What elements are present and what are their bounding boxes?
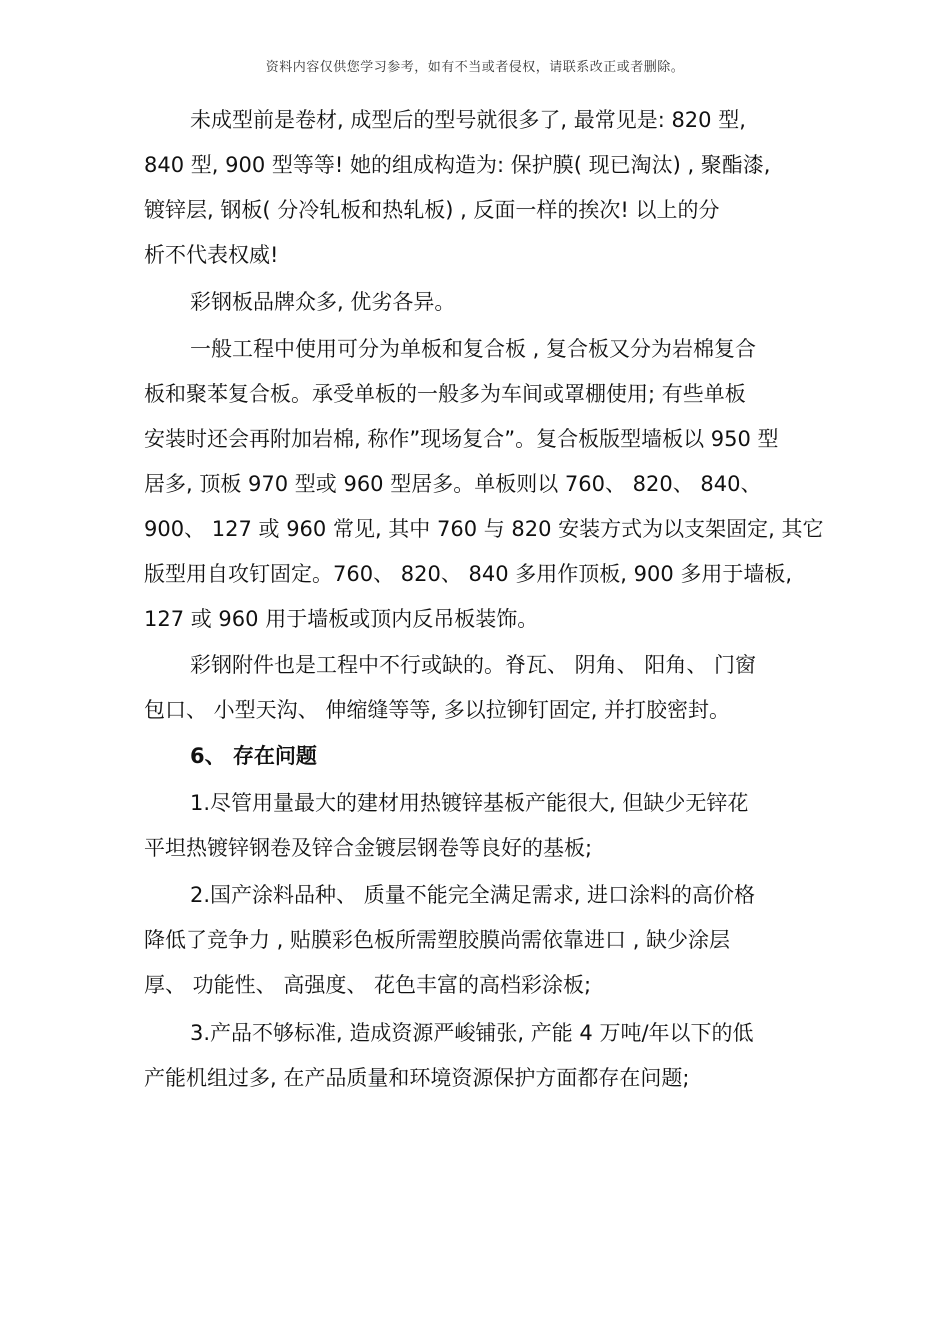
paragraph-4-line-1: 彩钢附件也是工程中不行或缺的。脊瓦、 阴角、 阳角、 门窗 [190,653,757,677]
issue-2-line-3: 厚、 功能性、 高强度、 花色丰富的高档彩涂板; [144,973,592,997]
issue-1-line-1: 1.尽管用量最大的建材用热镀锌基板产能很大, 但缺少无锌花 [190,791,749,815]
paragraph-3-line-5: 900、 127 或 960 常见, 其中 760 与 820 安装方式为以支架固定, 其它 [144,517,824,541]
paragraph-3-line-1: 一般工程中使用可分为单板和复合板 , 复合板又分为岩棉复合 [190,337,757,361]
copyright-notice: 资料内容仅供您学习参考，如有不当或者侵权，请联系改正或者删除。 [265,60,685,75]
paragraph-1-line-1: 未成型前是卷材, 成型后的型号就很多了, 最常见是: 820 型, [190,108,746,132]
paragraph-3-line-4: 居多, 顶板 970 型或 960 型居多。单板则以 760、 820、 840、 [144,472,762,496]
issue-3-line-2: 产能机组过多, 在产品质量和环境资源保护方面都存在问题; [144,1066,690,1090]
paragraph-3-line-7: 127 或 960 用于墙板或顶内反吊板装饰。 [144,607,539,631]
paragraph-3-line-6: 版型用自攻钉固定。760、 820、 840 多用作顶板, 900 多用于墙板, [144,562,793,586]
paragraph-1-line-3: 镀锌层, 钢板( 分冷轧板和热轧板) , 反面一样的挨次! 以上的分 [144,198,720,222]
issue-3-line-1: 3.产品不够标准, 造成资源严峻铺张, 产能 4 万吨/年以下的低 [190,1021,754,1045]
section-heading: 6、 存在问题 [190,744,317,768]
paragraph-4-line-2: 包口、 小型天沟、 伸缩缝等等, 多以拉铆钉固定, 并打胶密封。 [144,698,731,722]
paragraph-1-line-4: 析不代表权威! [144,243,279,267]
issue-2-line-2: 降低了竞争力 , 贴膜彩色板所需塑胶膜尚需依靠进口 , 缺少涂层 [144,928,731,952]
issue-2-line-1: 2.国产涂料品种、 质量不能完全满足需求, 进口涂料的高价格 [190,883,756,907]
paragraph-3-line-3: 安装时还会再附加岩棉, 称作”现场复合”。复合板版型墙板以 950 型 [144,427,779,451]
paragraph-2-line-1: 彩钢板品牌众多, 优劣各异。 [190,290,456,314]
issue-1-line-2: 平坦热镀锌钢卷及锌合金镀层钢卷等良好的基板; [144,836,593,860]
paragraph-1-line-2: 840 型, 900 型等等! 她的组成构造为: 保护膜( 现已淘汰) , 聚酯漆, [144,153,771,177]
paragraph-3-line-2: 板和聚苯复合板。承受单板的一般多为车间或罩棚使用; 有些单板 [144,382,746,406]
